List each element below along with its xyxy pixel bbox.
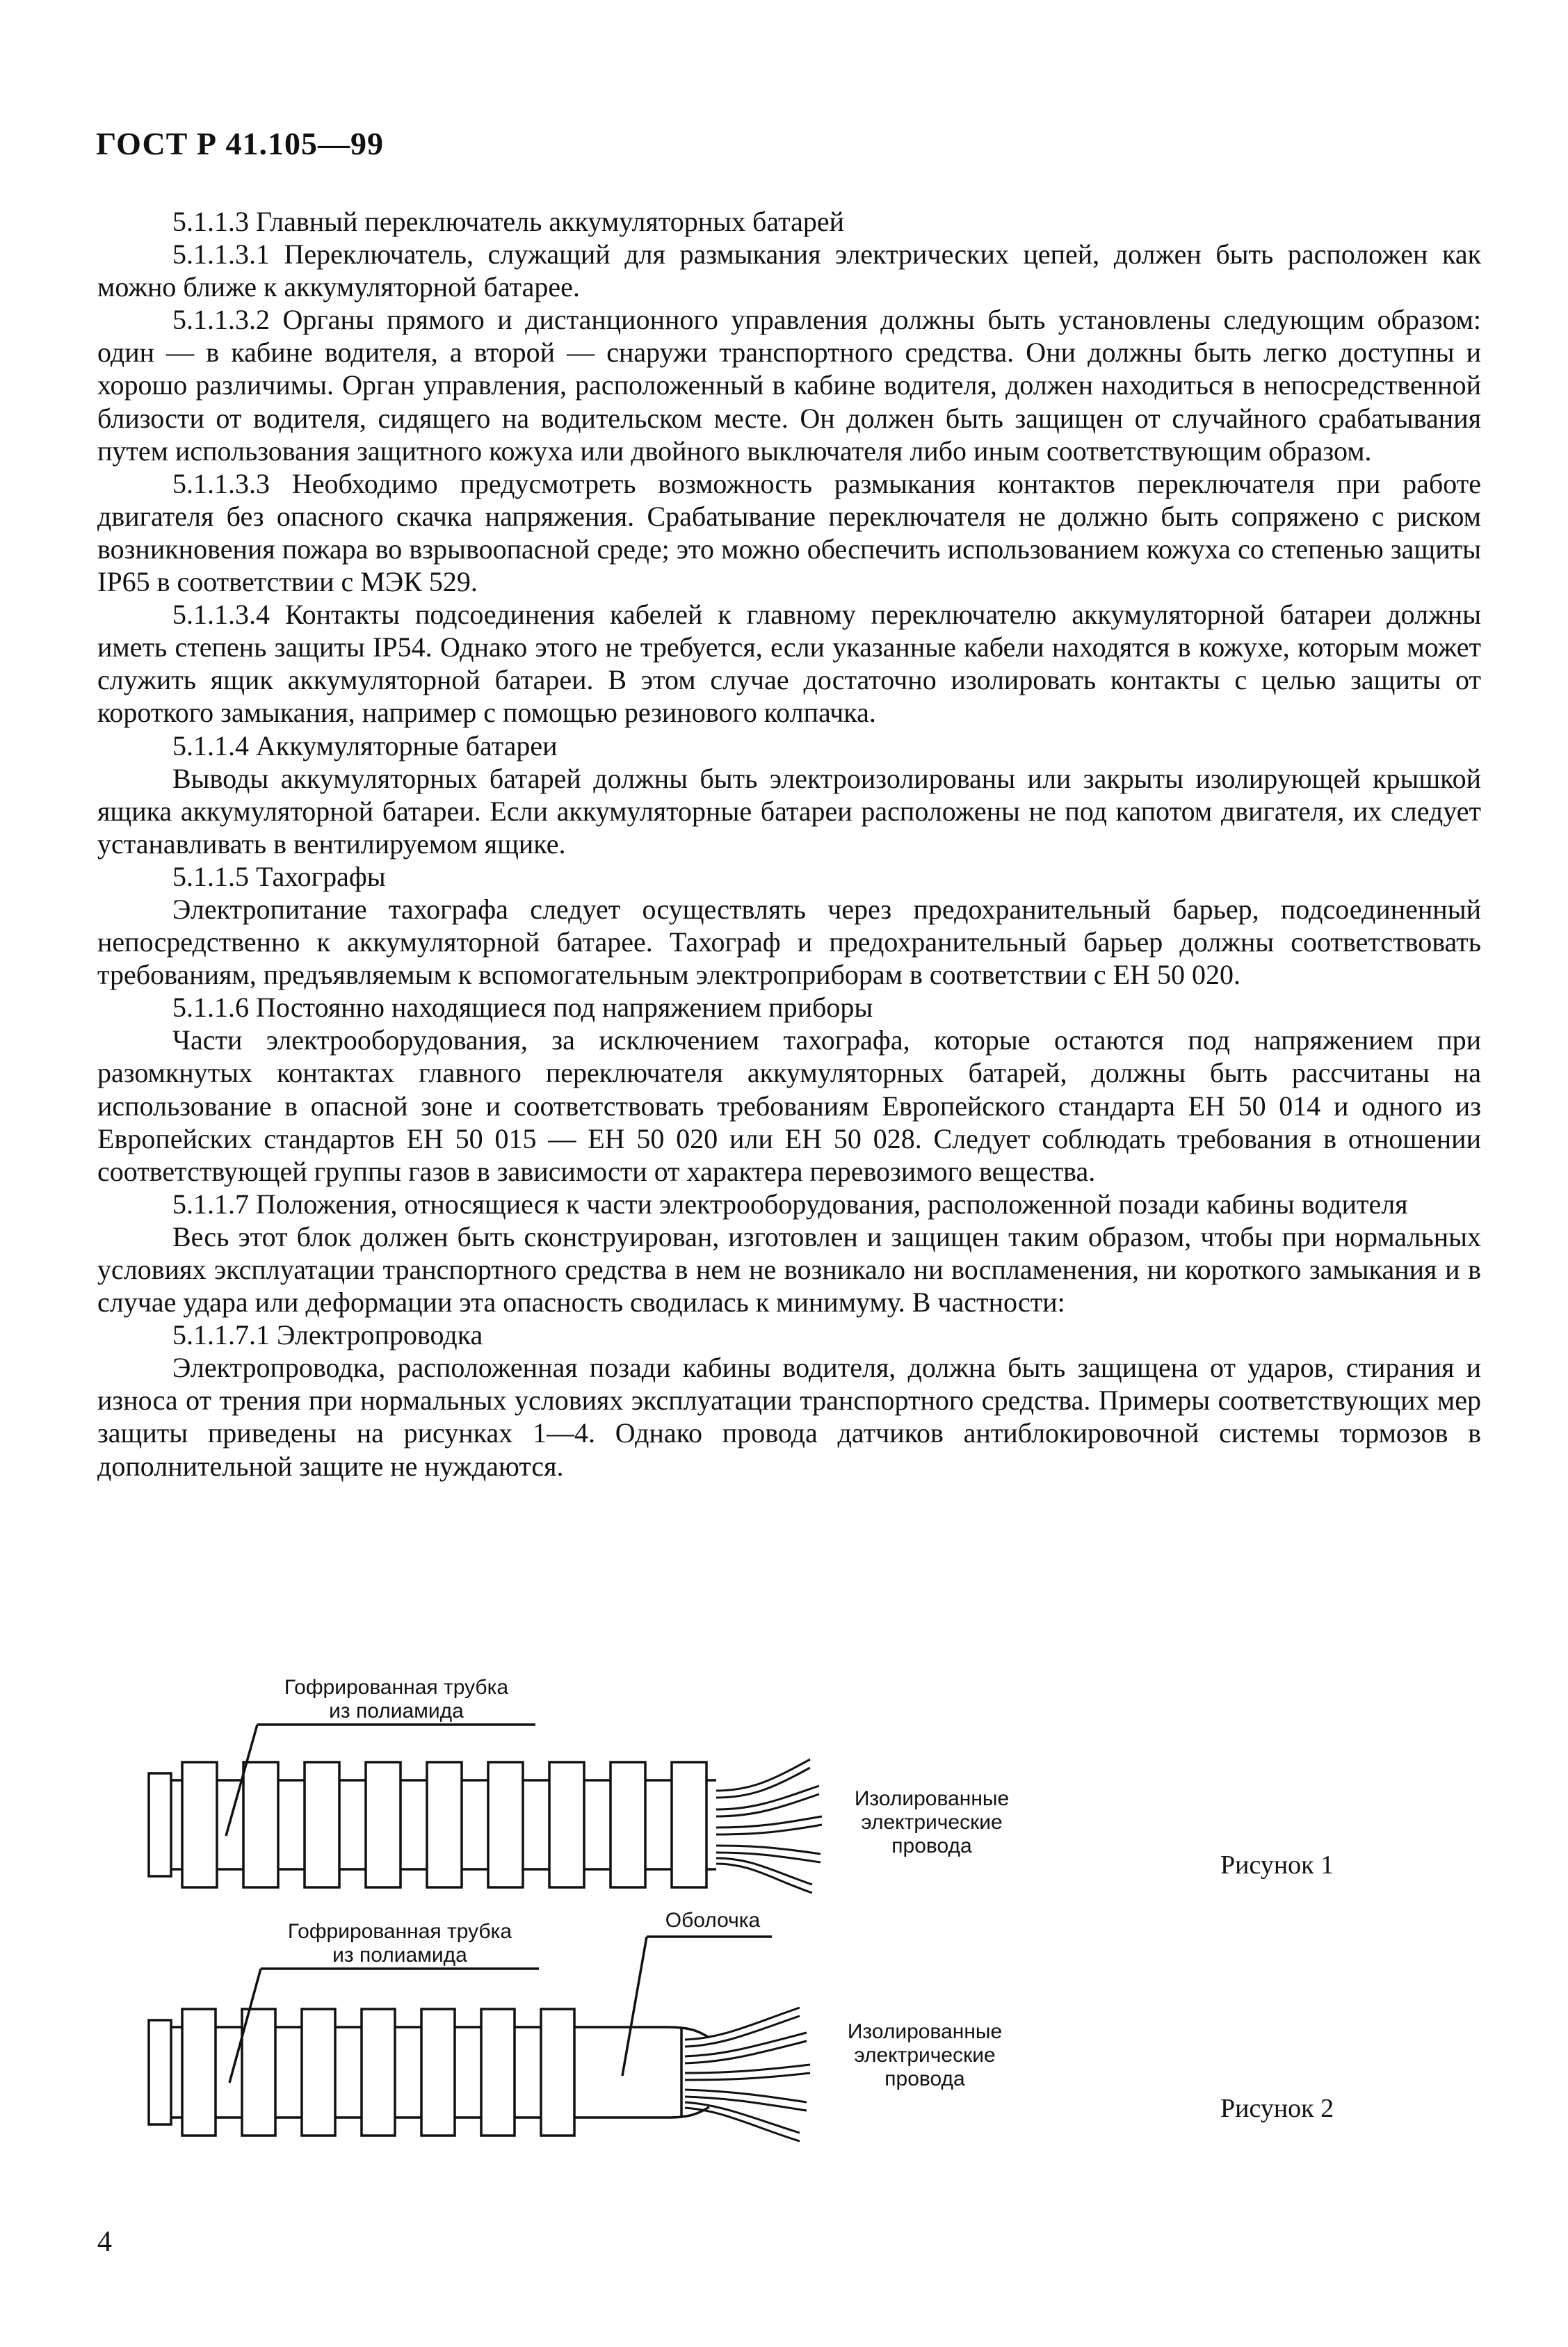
paragraph: 5.1.1.4 Аккумуляторные батареи	[172, 729, 558, 761]
sheath-label: Оболочка	[665, 1909, 761, 1932]
paragraph: 5.1.1.3.4 Контакты подсоединения кабелей к главному переключателю аккумуляторной батареи должны иметь степень защиты IP54. Однако этого не требуется, если указанные кабели находятся в кожухе, которым может служить ящик аккумуляторной батареи. В этом случае достаточно изолировать контакты с целью защиты от короткого замыкания, например с помощью резинового колпачка.	[97, 599, 1481, 729]
corrugated-tube-with-sheath-drawing	[0, 1916, 1568, 2180]
paragraph: Электропитание тахографа следует осуществлять через предохранительный барьер, подсоединенный непосредственно к аккумуляторной батарее. Тахограф и предохранительный барьер должны соответствовать требованиям, предъявляемым к вспомогательным электроприборам в соответствии с ЕН 50 020.	[97, 893, 1481, 991]
wires-label: Изолированные электрические провода	[847, 2020, 1003, 2090]
paragraph: 5.1.1.3.2 Органы прямого и дистанционного управления должны быть установлены следующим образом: один — в кабине водителя, а второй — снаружи транспортного средства. Они должны быть легко доступны и хорошо различимы. Орган управления, расположенный в кабине водителя, должен находиться в непосредственной близости от водителя, сидящего на водительском месте. Он должен быть защищен от случайного срабатывания путем использования защитного кожуха или двойного выключателя либо иным соответствующим образом.	[97, 304, 1481, 467]
figure-1	[0, 1676, 1568, 1926]
paragraph: Весь этот блок должен быть сконструирован, изготовлен и защищен таким образом, чтобы при нормальных условиях эксплуатации транспортного средства в нем не возникало ни воспламенения, ни короткого замыкания и в случае удара или деформации эта опасность сводилась к минимуму. В частности:	[97, 1220, 1481, 1318]
paragraph: 5.1.1.7.1 Электропроводка	[172, 1319, 483, 1351]
standard-header: ГОСТ Р 41.105—99	[96, 126, 384, 161]
page-number: 4	[97, 2226, 112, 2258]
paragraph: 5.1.1.7 Положения, относящиеся к части электрооборудования, расположенной позади кабины водителя	[172, 1188, 1408, 1220]
paragraph: 5.1.1.3 Главный переключатель аккумуляторных батарей	[172, 206, 844, 237]
paragraph: 5.1.1.6 Постоянно находящиеся под напряжением приборы	[172, 992, 873, 1024]
figure-caption: Рисунок 1	[1220, 1850, 1334, 1880]
tube-label: Гофрированная трубка из полиамида	[287, 1920, 512, 1967]
paragraph: Части электрооборудования, за исключением тахографа, которые остаются под напряжением при разомкнутых контактах главного переключателя аккумуляторных батарей, должны быть рассчитаны на использование в опасной зоне и соответствовать требованиям Европейского стандарта ЕН 50 014 и одного из Европейских стандартов ЕН 50 015 — ЕН 50 020 или ЕН 50 028. Следует соблюдать требования в отношении соответствующей группы газов в зависимости от характера перевозимого вещества.	[97, 1024, 1481, 1187]
figure-caption: Рисунок 2	[1220, 2094, 1334, 2123]
paragraph: Электропроводка, расположенная позади кабины водителя, должна быть защищена от ударов, стирания и износа от трения при нормальных условиях эксплуатации транспортного средства. Примеры соответствующих мер защиты приведены на рисунках 1—4. Однако провода датчиков антиблокировочной системы тормозов в дополнительной защите не нуждаются.	[97, 1352, 1481, 1482]
paragraph: Выводы аккумуляторных батарей должны быть электроизолированы или закрыты изолирующей крышкой ящика аккумуляторной батареи. Если аккумуляторные батареи расположены не под капотом двигателя, их следует устанавливать в вентилируемом ящике.	[97, 762, 1481, 860]
body-text	[97, 205, 1481, 1483]
corrugated-tube-drawing	[0, 1676, 1568, 1926]
paragraph: 5.1.1.5 Тахографы	[172, 860, 386, 892]
wires-label: Изолированные электрические провода	[854, 1787, 1010, 1857]
figure-2	[0, 1909, 1568, 2180]
paragraph: 5.1.1.3.3 Необходимо предусмотреть возможность размыкания контактов переключателя при работе двигателя без опасного скачка напряжения. Срабатывание переключателя не должно быть сопряжено с риском возникновения пожара во взрывоопасной среде; это можно обеспечить использованием кожуха со степенью защиты IP65 в соответствии с МЭК 529.	[97, 467, 1481, 598]
paragraph: 5.1.1.3.1 Переключатель, служащий для размыкания электрических цепей, должен быть расположен как можно ближе к аккумуляторной батарее.	[97, 239, 1481, 303]
tube-label: Гофрированная трубка из полиамида	[284, 1676, 509, 1723]
